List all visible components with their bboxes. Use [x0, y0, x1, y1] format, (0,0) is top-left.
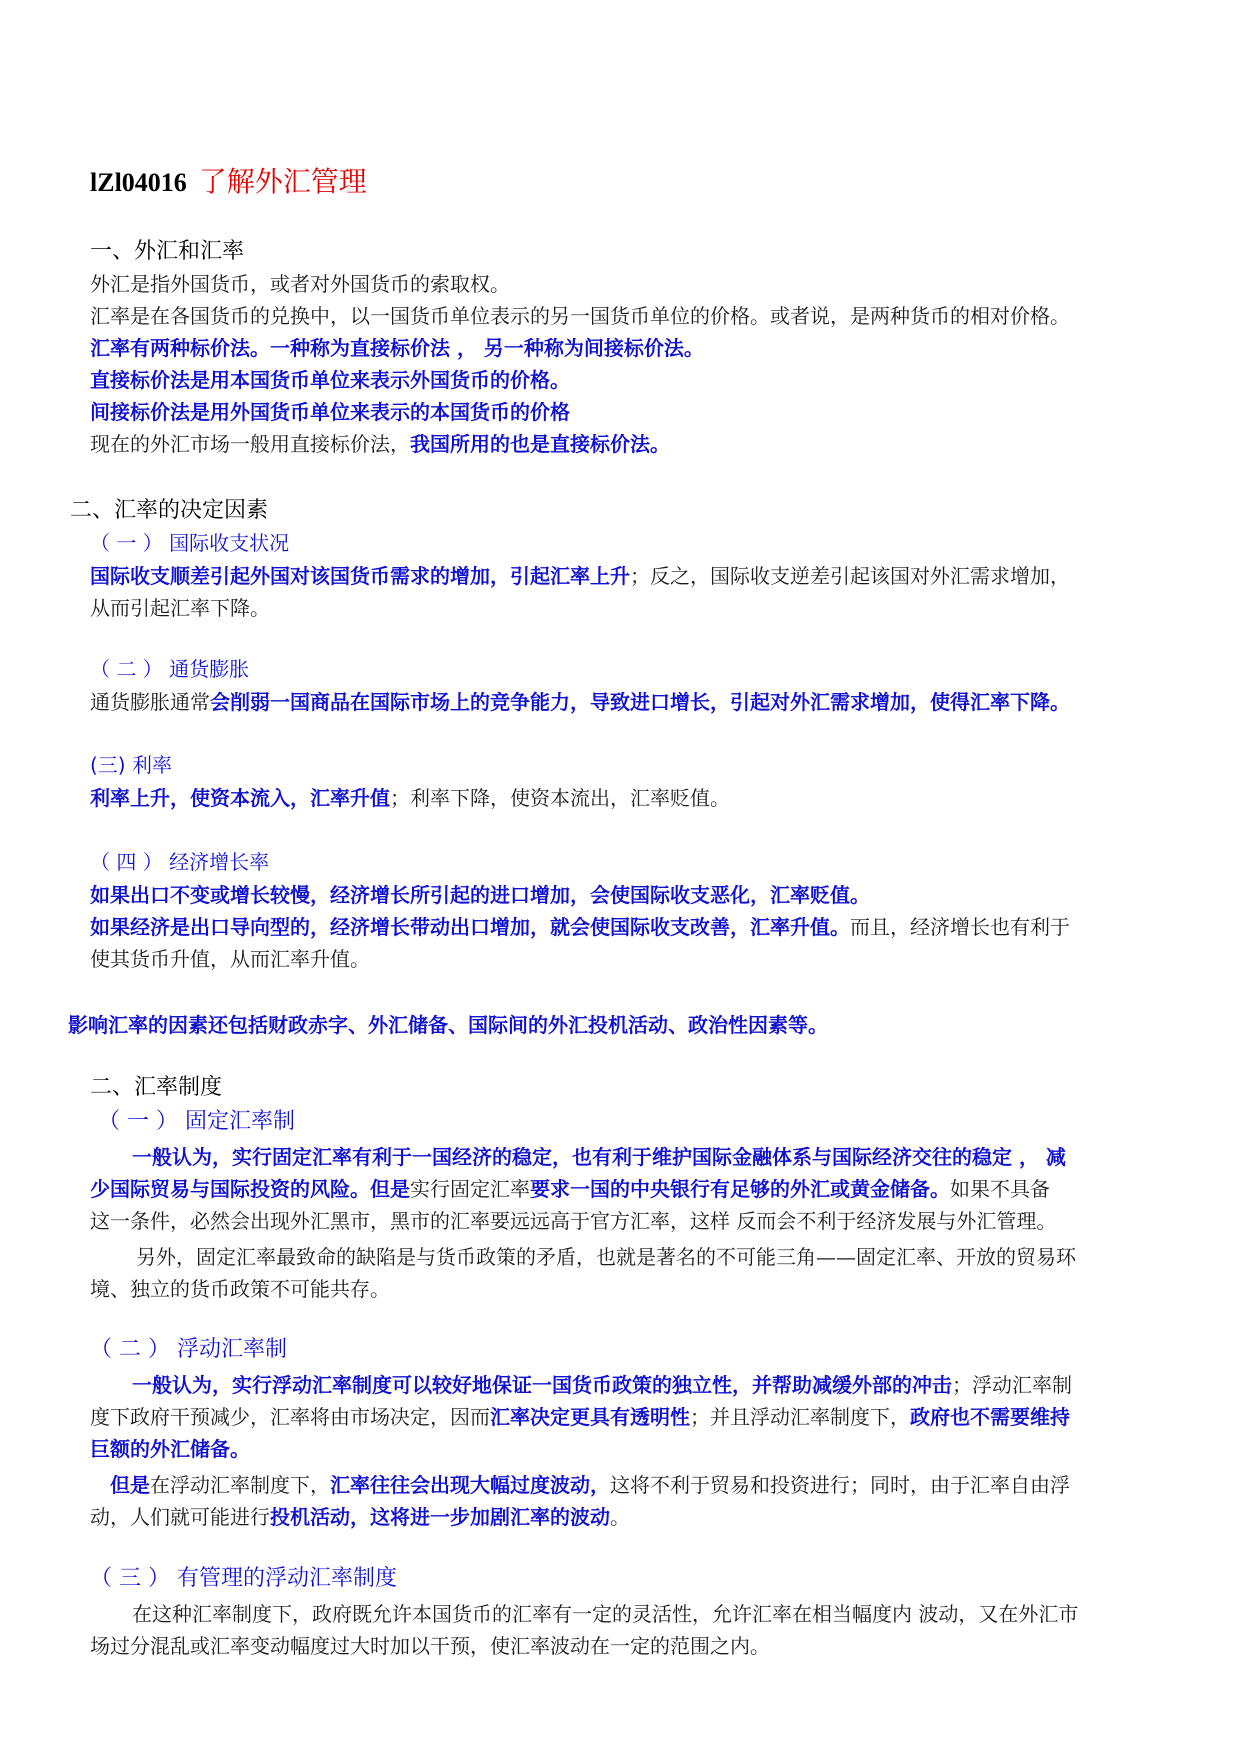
text-run: 利率上升，使资本流入，汇率升值 [90, 786, 390, 810]
title-text: 了解外汇管理 [198, 165, 367, 198]
text-run: ；利率下降，使资本流出，汇率贬值。 [390, 786, 730, 810]
paragraph: 境、独立的货币政策不可能共存。 [90, 1277, 390, 1301]
text-run: 少国际贸易与国际投资的风险。但是 [90, 1177, 410, 1201]
text-run: ；反之，国际收支逆差引起该国对外汇需求增加， [630, 564, 1070, 588]
subheading-managed-float: （ 三 ） 有管理的浮动汇率制度 [90, 1566, 397, 1591]
subheading-interest: (三) 利率 [90, 753, 172, 777]
paragraph: 汇率有两种标价法。一种称为直接标价法 ， 另一种称为间接标价法。 [90, 336, 704, 360]
paragraph [90, 688, 1070, 716]
section-heading-regime: 二、汇率制度 [90, 1075, 223, 1100]
paragraph [90, 562, 1070, 590]
text-run: 一般认为，实行浮动汇率制度可以较好地保证一国货币政策的独立性，并帮助减缓外部的冲击 [132, 1373, 952, 1397]
text-run: 汇率决定更具有透明性 [490, 1405, 690, 1429]
text-run: 投机活动，这将进一步加剧汇率的波动 [270, 1505, 610, 1529]
paragraph: 汇率是在各国货币的兑换中，以一国货币单位表示的另一国货币单位的价格。或者说，是两种货币的相对价格。 [90, 304, 1070, 328]
paragraph: 从而引起汇率下降。 [90, 596, 270, 620]
text-run: 政府也不需要维持 [910, 1405, 1070, 1429]
subheading-balance: （ 一 ） 国际收支状况 [90, 531, 290, 555]
text-run: 这将不利于贸易和投资进行；同时，由于汇率自由浮 [610, 1473, 1070, 1497]
paragraph [90, 1175, 1050, 1203]
text-run: 实行固定汇率 [410, 1177, 530, 1201]
paragraph: 巨额的外汇储备。 [90, 1437, 250, 1461]
paragraph: 在这种汇率制度下，政府既允许本国货币的汇率有一定的灵活性，允许汇率在相当幅度内 波动，又在外汇市 [132, 1602, 1079, 1626]
text-run: ；并且浮动汇率制度下， [690, 1405, 910, 1429]
paragraph [110, 1471, 1070, 1499]
subheading-floating: （ 二 ） 浮动汇率制 [90, 1337, 287, 1362]
text-run: 国际收支顺差引起外国对该国货币需求的增加，引起汇率上升 [90, 564, 630, 588]
text-run: 度下政府干预减少，汇率将由市场决定，因而 [90, 1405, 490, 1429]
paragraph [90, 913, 1070, 941]
paragraph: 场过分混乱或汇率变动幅度过大时加以干预，使汇率波动在一定的范围之内。 [90, 1634, 770, 1658]
paragraph [90, 1403, 1070, 1431]
paragraph: 另外，固定汇率最致命的缺陷是与货币政策的矛盾，也就是著名的不可能三角——固定汇率、开放的贸易环 [136, 1245, 1076, 1269]
paragraph: 间接标价法是用外国货币单位来表示的本国货币的价格 [90, 400, 570, 424]
text-run: 而且，经济增长也有利于 [850, 915, 1070, 939]
paragraph [90, 784, 730, 812]
section-heading-factors: 二、汇率的决定因素 [70, 498, 269, 523]
text-run: 会削弱一国商品在国际市场上的竞争能力，导致进口增长，引起对外汇需求增加，使得汇率下降。 [210, 690, 1070, 714]
text-run: 如果不具备 [950, 1177, 1050, 1201]
text-run: 。 [610, 1505, 630, 1529]
text-run: 在浮动汇率制度下， [150, 1473, 330, 1497]
text-run: 汇率往往会出现大幅过度波动， [330, 1473, 610, 1497]
subheading-fixed: （ 一 ） 固定汇率制 [98, 1109, 295, 1134]
page-title [90, 164, 367, 200]
text-run: 要求一国的中央银行有足够的外汇或黄金储备。 [530, 1177, 950, 1201]
paragraph: 一般认为，实行固定汇率有利于一国经济的稳定，也有利于维护国际金融体系与国际经济交往的稳定 ， 减 [132, 1145, 1066, 1169]
paragraph: 影响汇率的因素还包括财政赤字、外汇储备、国际间的外汇投机活动、政治性因素等。 [68, 1013, 828, 1037]
text-run: 我国所用的也是直接标价法。 [410, 432, 670, 456]
paragraph [90, 430, 670, 458]
title-code: lZl04016 [90, 168, 187, 197]
section-heading-forex: 一、外汇和汇率 [90, 239, 245, 264]
text-run: 通货膨胀通常 [90, 690, 210, 714]
text-run: ；浮动汇率制 [952, 1373, 1072, 1397]
paragraph [90, 1503, 630, 1531]
text-run: 动，人们就可能进行 [90, 1505, 270, 1529]
subheading-inflation: （ 二 ） 通货膨胀 [90, 657, 250, 681]
text-run: 现在的外汇市场一般用直接标价法， [90, 432, 410, 456]
paragraph [132, 1371, 1072, 1399]
subheading-growth: （ 四 ） 经济增长率 [90, 850, 270, 874]
paragraph: 如果出口不变或增长较慢，经济增长所引起的进口增加，会使国际收支恶化，汇率贬值。 [90, 883, 870, 907]
paragraph: 直接标价法是用本国货币单位来表示外国货币的价格。 [90, 368, 570, 392]
paragraph: 这一条件，必然会出现外汇黑市，黑市的汇率要远远高于官方汇率，这样 反而会不利于经济发展与外汇管理。 [90, 1209, 1057, 1233]
text-run: 但是 [110, 1473, 150, 1497]
text-run: 如果经济是出口导向型的，经济增长带动出口增加，就会使国际收支改善，汇率升值。 [90, 915, 850, 939]
paragraph: 使其货币升值，从而汇率升值。 [90, 947, 370, 971]
paragraph: 外汇是指外国货币，或者对外国货币的索取权。 [90, 272, 510, 296]
